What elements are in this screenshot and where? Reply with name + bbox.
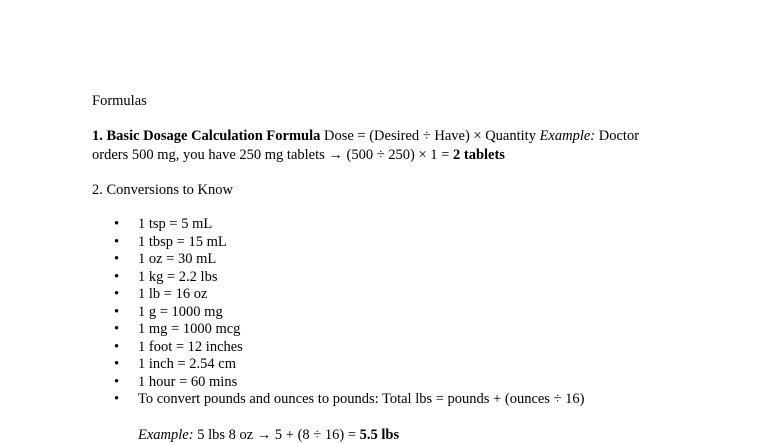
conversion-text: 1 tbsp = 15 mL [138,233,227,250]
list-item [92,321,712,339]
section-2-heading: 2. Conversions to Know [92,182,233,198]
conversion-text: 1 oz = 30 mL [138,251,217,267]
bullet-icon: • [114,251,120,267]
list-item [92,304,712,322]
list-item [92,269,712,287]
bullet-icon: • [114,373,120,390]
conversion-text: 1 mg = 1000 mcg [138,321,241,337]
conversion-text: 1 g = 1000 mg [138,303,223,320]
section-1-heading: 1. Basic Dosage Calculation Formula [92,128,321,144]
bullet-icon: • [114,321,120,337]
document-page [92,92,712,444]
list-item [92,286,712,304]
list-item [92,251,712,269]
conversions-list [92,216,712,409]
bullet-icon: • [114,216,120,232]
spacer [92,409,712,426]
list-item [92,234,712,252]
list-item [92,391,712,409]
section-1-example-result: 2 tablets [453,146,505,163]
list-item [92,374,712,392]
bullet-icon: • [114,338,120,355]
conversion-text: 1 lb = 16 oz [138,286,208,302]
document-title: Formulas [92,93,147,109]
list-item [92,216,712,234]
spacer [92,199,712,216]
section-2-example-result: 5.5 lbs [359,426,400,443]
conversion-text: To convert pounds and ounces to pounds: Total lbs = pounds + (ounces ÷ 16) [138,391,585,407]
list-item [92,356,712,374]
section-1-example-text-line2: orders 500 mg, you have 250 mg tablets → (500 ÷ 250) × 1 = [92,146,450,163]
conversion-text: 1 inch = 2.54 cm [138,356,236,372]
bullet-icon: • [114,268,120,285]
spacer [92,164,712,181]
section-1-example-text-line1: Doctor [598,128,640,144]
spacer [92,110,712,127]
bullet-icon: • [114,233,120,250]
conversion-text: 1 foot = 12 inches [138,338,243,355]
conversion-text: 1 hour = 60 mins [138,373,238,390]
section-2-example-label: Example: [138,426,194,443]
section-1-example-label: Example: [539,128,596,144]
dosage-formula: Dose = (Desired ÷ Have) × Quantity [324,128,536,144]
bullet-icon: • [114,356,120,372]
bullet-icon: • [114,303,120,320]
bullet-icon: • [114,391,120,407]
conversion-text: 1 tsp = 5 mL [138,216,213,232]
conversion-text: 1 kg = 2.2 lbs [138,268,218,285]
section-2-example-text: 5 lbs 8 oz → 5 + (8 ÷ 16) = [197,426,357,443]
bullet-icon: • [114,286,120,302]
section-1-paragraph [92,127,712,164]
list-item [92,339,712,357]
